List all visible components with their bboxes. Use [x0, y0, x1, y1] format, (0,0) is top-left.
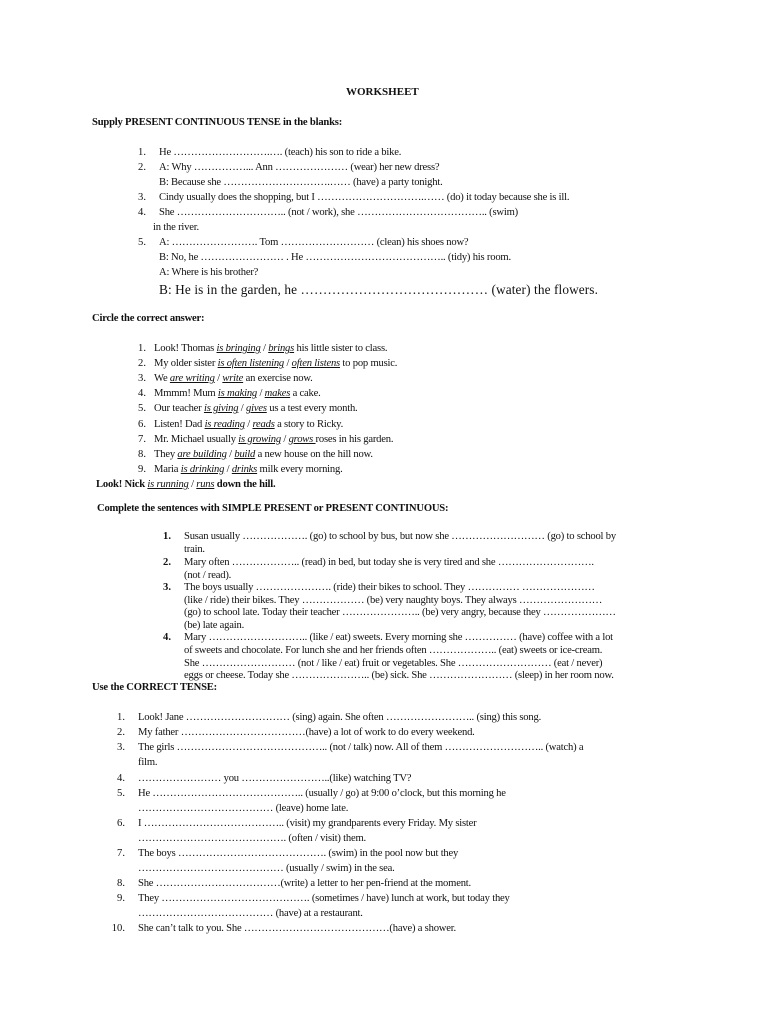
choice-b[interactable]: brings: [268, 343, 295, 354]
item-number: 4.: [163, 632, 171, 643]
choice-separator: /: [188, 479, 197, 490]
exercise-line: train.: [184, 544, 205, 555]
exercise-line: A: Why ……………... Ann ………………… (wear) her new dress?: [159, 162, 440, 173]
choice-separator: /: [238, 403, 246, 415]
exercise-line: eggs or cheese. Today she ………………….. (be) sick. She …………………… (sleep) in her room now.: [184, 670, 614, 681]
item-number: 2.: [138, 358, 146, 370]
choice-a[interactable]: is growing: [238, 433, 281, 445]
choice-separator: /: [284, 358, 292, 370]
choice-a[interactable]: is making: [217, 388, 258, 400]
item-number: 1.: [138, 147, 146, 158]
sentence-end: a story to Ricky.: [274, 418, 344, 430]
item-number: 3.: [138, 192, 146, 203]
item-number: 1.: [138, 343, 146, 354]
choice-b[interactable]: runs: [196, 479, 215, 490]
item-number: 8.: [138, 448, 146, 460]
sentence-end: his little sister to class.: [294, 343, 388, 354]
choice-separator: /: [244, 418, 253, 430]
circle-item: [154, 357, 397, 370]
section-heading-simple-or-continuous: Complete the sentences with SIMPLE PRESENT or PRESENT CONTINUOUS:: [97, 503, 449, 514]
exercise-line: He …………………………………….. (usually / go) at 9:00 o’clock, but this morning he: [138, 788, 506, 799]
choice-a[interactable]: is reading: [204, 418, 245, 430]
exercise-line: ………………………………… (have) at a restaurant.: [138, 908, 363, 919]
choice-b[interactable]: write: [222, 373, 244, 385]
exercise-line: B: He is in the garden, he …………………………………… (water) the flowers.: [159, 282, 599, 297]
item-number: 2.: [138, 162, 146, 173]
exercise-line: She ………………………………(write) a letter to her pen-friend at the moment.: [138, 878, 471, 889]
item-number: 7.: [117, 848, 125, 859]
exercise-line: Mary ……………………….. (like / eat) sweets. Every morning she …………… (have) coffee with a lot: [184, 632, 613, 643]
item-number: 3.: [163, 582, 171, 593]
page-title: WORKSHEET: [346, 86, 419, 98]
item-number: 3.: [138, 373, 146, 385]
item-number: 3.: [117, 742, 125, 753]
choice-a[interactable]: is running: [147, 479, 189, 490]
item-number: 5.: [138, 403, 146, 415]
exercise-line: ………………………………… (leave) home late.: [138, 803, 349, 814]
item-number: 10.: [111, 923, 125, 934]
sentence-end: an exercise now.: [243, 373, 313, 385]
circle-item: [154, 448, 373, 461]
exercise-line: in the river.: [153, 222, 199, 233]
item-number: 2.: [117, 727, 125, 738]
item-number: 6.: [138, 418, 146, 430]
choice-separator: /: [280, 433, 289, 445]
exercise-line: The boys usually …………………. (ride) their bikes to school. They …………… …………………: [184, 582, 595, 593]
circle-item: [154, 418, 343, 431]
exercise-line: B: Because she ………………………….…… (have) a party tonight.: [159, 177, 443, 188]
choice-a[interactable]: are writing: [169, 373, 215, 385]
exercise-line: Susan usually ………………. (go) to school by bus, but now she ……………………… (go) to school by: [184, 531, 616, 542]
item-number: 8.: [117, 878, 125, 889]
sentence-end: a new house on the hill now.: [255, 448, 373, 460]
sentence-start: Maria: [154, 463, 181, 475]
item-number: 5.: [138, 237, 146, 248]
sentence-end: to pop music.: [339, 358, 398, 370]
exercise-line: She ………………………….. (not / work), she ……………………………….. (swim): [159, 207, 518, 218]
choice-separator: /: [214, 373, 223, 385]
exercise-line: ……………………………………. (often / visit) them.: [138, 833, 367, 844]
exercise-line: She ……………………… (not / like / eat) fruit or vegetables. She ……………………… (eat / never): [184, 658, 603, 669]
exercise-line: I ………………………………….. (visit) my grandparents every Friday. My sister: [138, 818, 477, 829]
exercise-line: (not / read).: [184, 570, 232, 581]
exercise-line: My father ………………………………(have) a lot of work to do every weekend.: [138, 727, 475, 738]
section-heading-correct-tense: Use the CORRECT TENSE:: [92, 682, 218, 693]
item-number: 2.: [163, 557, 171, 568]
sentence-start: Look! Nick: [96, 479, 148, 490]
choice-b[interactable]: drinks: [231, 463, 258, 475]
choice-separator: /: [257, 388, 265, 400]
exercise-line: Mary often ……………….. (read) in bed, but today she is very tired and she ……………………….: [184, 557, 594, 568]
choice-b[interactable]: build: [234, 448, 256, 460]
sentence-end: us a test every month.: [266, 403, 358, 415]
choice-separator: /: [260, 343, 269, 354]
circle-item: [154, 372, 313, 385]
item-number: 4.: [117, 773, 125, 784]
choice-a[interactable]: is drinking: [180, 463, 225, 475]
exercise-line: (go) to school late. Today their teacher ………………….. (be) very angry, because they …………………: [184, 607, 616, 618]
sentence-start: They: [154, 448, 178, 460]
choice-a[interactable]: is bringing: [216, 343, 261, 354]
item-number: 5.: [117, 788, 125, 799]
section-heading-circle-answer: Circle the correct answer:: [92, 313, 205, 324]
item-number: 4.: [138, 388, 146, 400]
sentence-start: Look! Thomas: [154, 343, 217, 354]
sentence-start: Mmmm! Mum: [154, 388, 218, 400]
circle-item: [154, 402, 358, 415]
choice-b[interactable]: gives: [246, 403, 267, 415]
item-number: 9.: [117, 893, 125, 904]
sentence-start: Our teacher: [154, 403, 204, 415]
exercise-line: (be) late again.: [184, 620, 245, 631]
circle-item: [96, 478, 276, 491]
circle-item: [154, 342, 387, 355]
exercise-line: Look! Jane ………………………… (sing) again. She often …………………….. (sing) this song.: [138, 712, 542, 723]
exercise-line: He ……………………….…. (teach) his son to ride a bike.: [159, 147, 402, 158]
sentence-end: roses in his garden.: [315, 433, 394, 445]
choice-b[interactable]: reads: [252, 418, 275, 430]
choice-separator: /: [224, 463, 232, 475]
choice-a[interactable]: is often listening: [217, 358, 285, 370]
exercise-line: …………………………………… (usually / swim) in the sea.: [138, 863, 395, 874]
exercise-line: A: ……………………. Tom ……………………… (clean) his shoes now?: [159, 237, 469, 248]
circle-item: [154, 463, 343, 476]
exercise-line: film.: [138, 757, 158, 768]
exercise-line: B: No, he …………………… . He ………………………………….. (tidy) his room.: [159, 252, 511, 263]
item-number: 6.: [117, 818, 125, 829]
sentence-start: My older sister: [154, 358, 218, 370]
sentence-end: a cake.: [290, 388, 321, 400]
exercise-line: The boys ……………………………………. (swim) in the pool now but they: [138, 848, 459, 859]
choice-a[interactable]: are building: [177, 448, 227, 460]
item-number: 7.: [138, 433, 146, 445]
exercise-line: They ……………………………………. (sometimes / have) lunch at work, but today they: [138, 893, 510, 904]
exercise-line: A: Where is his brother?: [159, 267, 259, 278]
sentence-start: Listen! Dad: [154, 418, 205, 430]
exercise-line: Cindy usually does the shopping, but I ………………………….…… (do) it today because she is ill.: [159, 192, 570, 203]
item-number: 9.: [138, 463, 146, 475]
sentence-start: We: [154, 373, 170, 385]
exercise-line: of sweets and chocolate. For lunch she and her friends often ……………….. (eat) sweets or ice-cream.: [184, 645, 603, 656]
choice-b[interactable]: often listens: [291, 358, 340, 370]
choice-separator: /: [226, 448, 235, 460]
circle-item: [154, 433, 393, 446]
item-number: 1.: [163, 531, 171, 542]
sentence-end: milk every morning.: [257, 463, 343, 475]
choice-b[interactable]: makes: [264, 388, 291, 400]
item-number: 4.: [138, 207, 146, 218]
choice-a[interactable]: is giving: [203, 403, 239, 415]
exercise-line: …………………… you ……………………..(like) watching TV?: [138, 773, 412, 784]
choice-b[interactable]: grows: [288, 433, 316, 445]
sentence-end: down the hill.: [214, 479, 276, 490]
exercise-line: The girls …………………………………….. (not / talk) now. All of them ……………………….. (watch) a: [138, 742, 584, 753]
sentence-start: Mr. Michael usually: [154, 433, 239, 445]
circle-item: [154, 387, 321, 400]
section-heading-present-continuous: Supply PRESENT CONTINUOUS TENSE in the blanks:: [92, 117, 343, 128]
item-number: 1.: [117, 712, 125, 723]
exercise-line: She can’t talk to you. She ……………………………………(have) a shower.: [138, 923, 456, 934]
exercise-line: (like / ride) their bikes. They ……………… (be) very naughty boys. They always ……………………: [184, 595, 603, 606]
